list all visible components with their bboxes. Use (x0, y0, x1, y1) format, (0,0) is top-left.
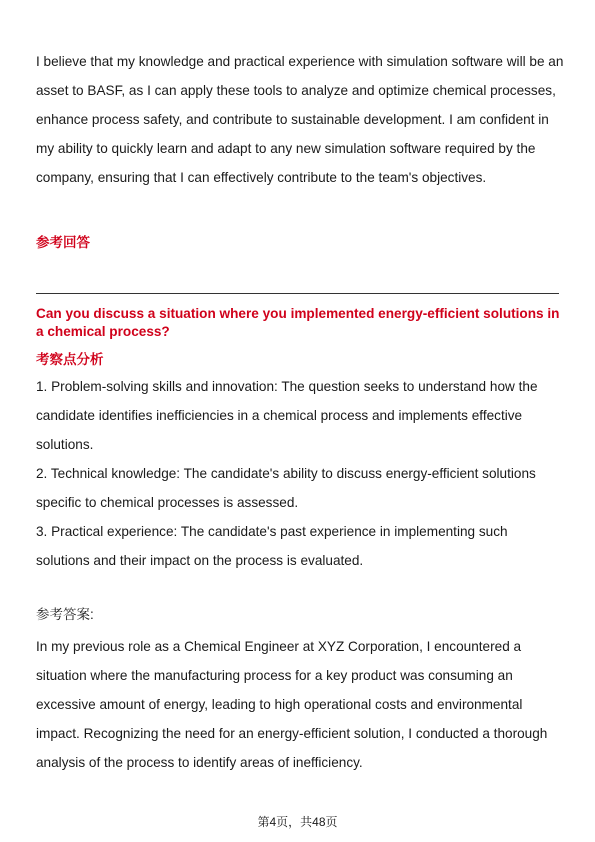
section-divider (36, 293, 559, 294)
analysis-point-2: 2. Technical knowledge: The candidate's ability to discuss energy-efficient solutions specific to chemical processes is assessed. (36, 466, 536, 510)
page-number: 第4页，共48页 (257, 815, 338, 829)
question-title: Can you discuss a situation where you implemented energy-efficient solutions in a chemical process? (36, 306, 560, 339)
analysis-point-3: 3. Practical experience: The candidate's past experience in implementing such solutions and their impact on the process is evaluated. (36, 524, 508, 568)
answer-paragraph: In my previous role as a Chemical Engineer at XYZ Corporation, I encountered a situation where the manufacturing process for a key product was consuming an excessive amount of energy, leading to high operational costs and environmental impact. Recognizing the need for an energy-efficient solution, I conducted a thorough analysis of the process to identify areas of inefficiency. (36, 639, 548, 770)
reference-answer-label: 参考回答 (36, 235, 90, 250)
analysis-label: 考察点分析 (36, 352, 104, 367)
answer-label: 参考答案: (36, 607, 94, 622)
analysis-point-1: 1. Problem-solving skills and innovation: The question seeks to understand how the candidate identifies inefficiencies in a chemical process and implements effective solutions. (36, 379, 538, 452)
previous-answer-paragraph: I believe that my knowledge and practical experience with simulation software will be an asset to BASF, as I can apply these tools to analyze and optimize chemical processes, enhance process safety, and contribute to sustainable development. I am confident in my ability to quickly learn and adapt to any new simulation software required by the company, ensuring that I can effectively contribute to the team's objectives. (36, 54, 564, 185)
